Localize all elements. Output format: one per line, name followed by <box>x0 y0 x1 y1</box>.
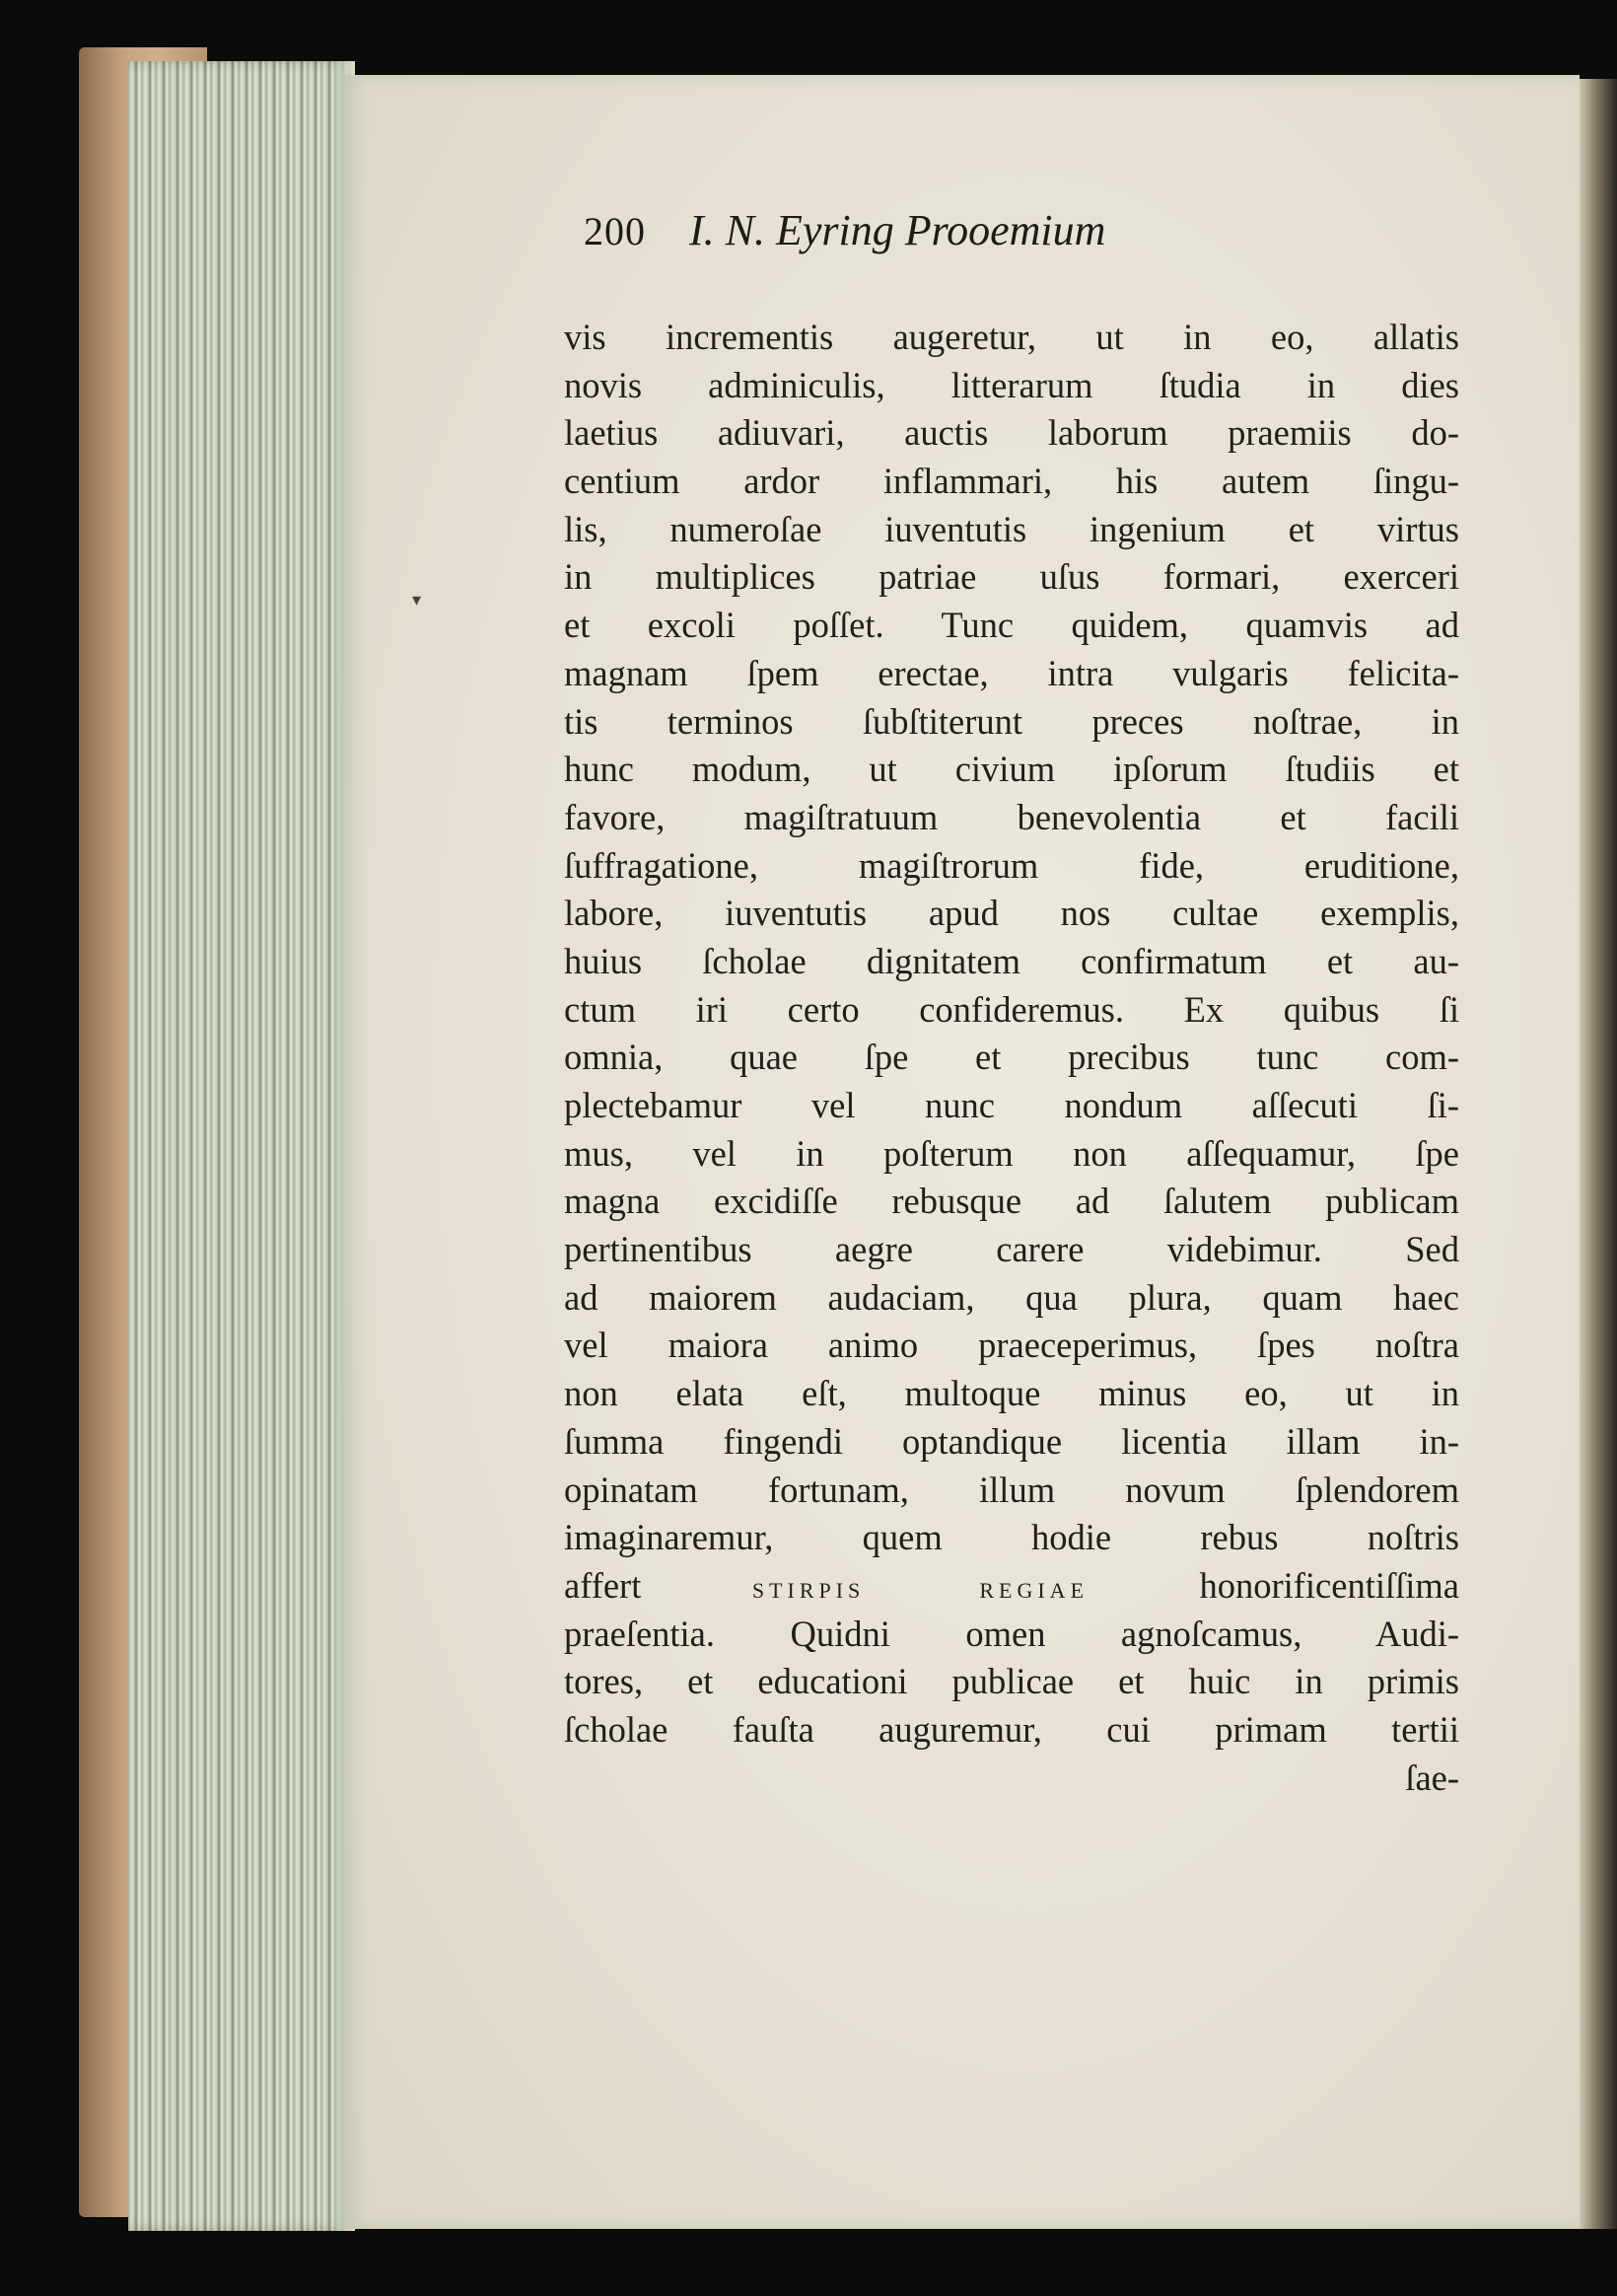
text-line: vel maiora animo praeceperimus, ſpes noſtra <box>564 1325 1459 1366</box>
text-line: ſumma fingendi optandique licentia illam in- <box>564 1420 1459 1462</box>
text-line: opinatam fortunam, illum novum ſplendorem <box>564 1469 1459 1510</box>
text-line: tis terminos ſubſtiterunt preces noſtrae, in <box>564 700 1459 742</box>
text-line: novis adminiculis, litterarum ſtudia in dies <box>564 364 1459 405</box>
text-line: magnam ſpem erectae, intra vulgaris felicita- <box>564 652 1459 693</box>
text-line: ad maiorem audaciam, qua plura, quam haec <box>564 1276 1459 1318</box>
text-line-with-smallcaps <box>564 1562 1459 1611</box>
text-line: in multiplices patriae uſus formari, exerceri <box>564 556 1459 598</box>
body-text <box>564 314 1459 1802</box>
text-line: plectebamur vel nunc nondum aſſecuti ſi- <box>564 1085 1459 1125</box>
text-line: magna excidiſſe rebusque ad ſalutem publicam <box>564 1181 1459 1222</box>
text-line: non elata eſt, multoque minus eo, ut in <box>564 1373 1459 1414</box>
text-fragment: affert <box>564 1564 642 1606</box>
text-line: ctum iri certo confideremus. Ex quibus ſi <box>564 988 1459 1030</box>
text-line: omnia, quae ſpe et precibus tunc com- <box>564 1037 1459 1078</box>
text-line: hunc modum, ut civium ipſorum ſtudiis et <box>564 749 1459 790</box>
text-line: tores, et educationi publicae et huic in primis <box>564 1661 1459 1702</box>
text-line: et excoli poſſet. Tunc quidem, quamvis ad <box>564 605 1459 646</box>
page-edges <box>128 61 355 2231</box>
text-line: mus, vel in poſterum non aſſequamur, ſpe <box>564 1132 1459 1174</box>
text-line: vis incrementis augeretur, ut in eo, allatis <box>564 317 1459 357</box>
page-number: 200 <box>584 209 646 253</box>
text-line: pertinentibus aegre carere videbimur. Sed <box>564 1229 1459 1270</box>
text-line: laetius adiuvari, auctis laborum praemiis do- <box>564 412 1459 454</box>
catchword: ſae- <box>1405 1757 1459 1798</box>
text-line: imaginaremur, quem hodie rebus noſtris <box>564 1517 1459 1558</box>
text-line: labore, iuventutis apud nos cultae exemplis, <box>564 893 1459 934</box>
running-head <box>584 205 1294 268</box>
running-title: I. N. Eyring Prooemium <box>689 206 1106 254</box>
smallcaps-text: stirpis regiae <box>751 1569 1090 1605</box>
text-line: praeſentia. Quidni omen agnoſcamus, Audi- <box>564 1613 1459 1654</box>
text-line: favore, magiſtratuum benevolentia et facili <box>564 796 1459 837</box>
margin-mark: ▾ <box>412 590 422 610</box>
text-line: ſcholae fauſta auguremur, cui primam tertii <box>564 1708 1459 1750</box>
text-line: huius ſcholae dignitatem confirmatum et au- <box>564 940 1459 981</box>
gutter-shadow <box>1580 79 1617 2229</box>
bottom-border <box>0 2245 1617 2296</box>
text-line: centium ardor inflammari, his autem ſingu- <box>564 461 1459 502</box>
text-line: ſuffragatione, magiſtrorum fide, eruditione, <box>564 844 1459 886</box>
text-fragment: honorificentiſſima <box>1199 1564 1459 1606</box>
text-line: lis, numeroſae iuventutis ingenium et virtus <box>564 508 1459 549</box>
